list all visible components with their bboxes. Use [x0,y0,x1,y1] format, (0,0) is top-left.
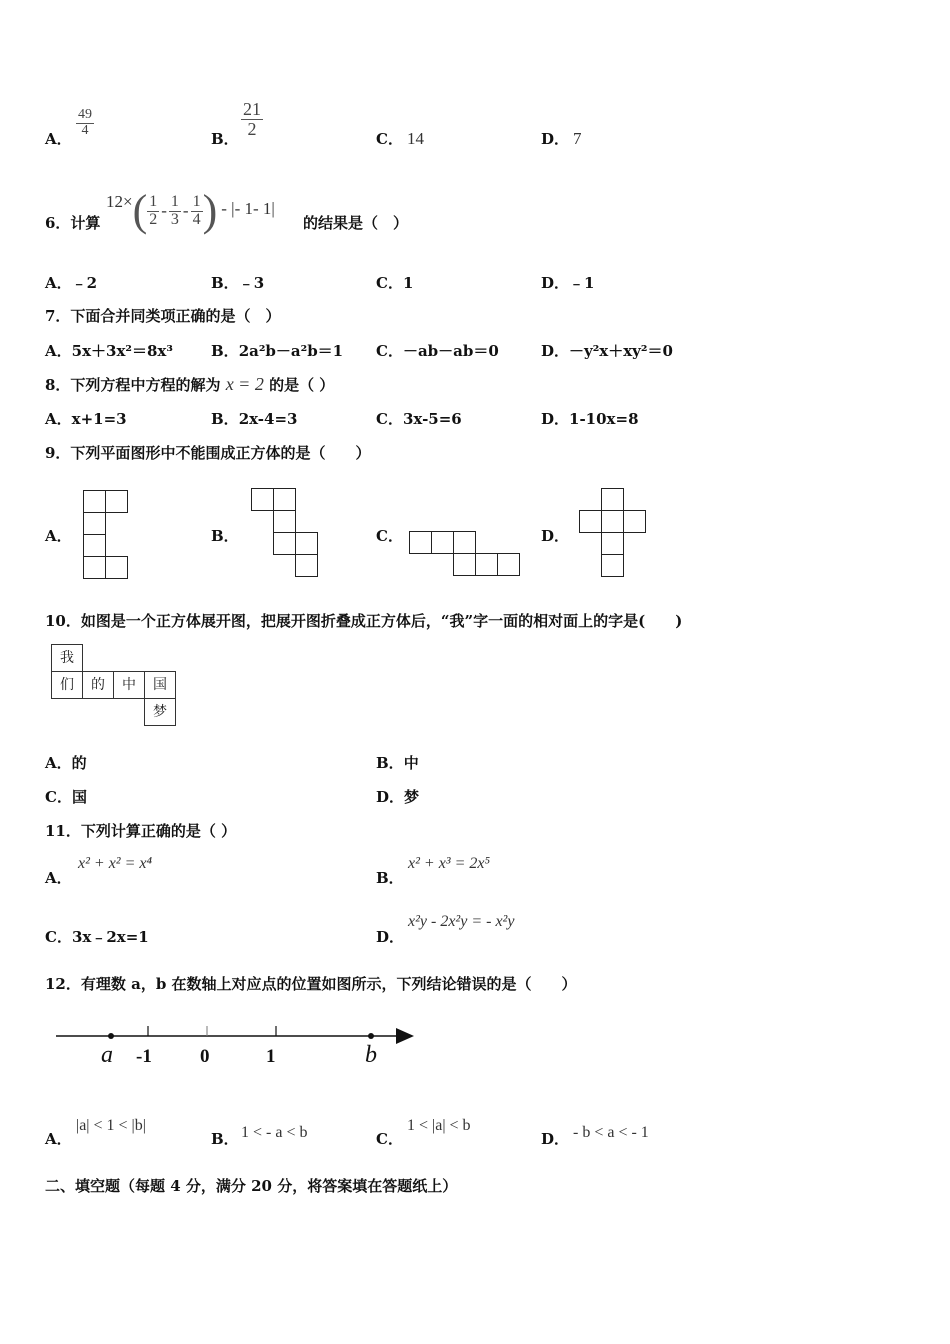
fraction-denominator: 4 [81,122,89,138]
minus-sign: - [182,201,189,220]
q8-option-d: D．1-10x=8 [541,410,639,428]
fraction-denominator: 2 [247,118,257,139]
q11-option-d-label: D． [376,928,405,946]
q9-label-b: B． [211,527,239,545]
q12-option-c-expr: 1 < |a| < b [407,1117,471,1134]
axis-label-a: a [101,1042,113,1068]
q12-stem: 12．有理数 a，b 在数轴上对应点的位置如图所示，下列结论错误的是（ ） [45,975,577,993]
q7-stem: 7．下面合并同类项正确的是（ ） [45,307,281,325]
q11-option-c: C．3x﹣2x=1 [45,928,149,946]
fraction-numerator: 1 [192,192,201,210]
q11-option-a-label: A． [45,869,72,887]
left-paren: ( [132,186,148,235]
q5-option-b-label: B． [211,130,239,148]
q10-option-c: C．国 [45,788,87,806]
q11-option-d-expr: x²y - 2x²y = - x²y [408,913,515,930]
point-b [368,1033,374,1039]
q10-option-d: D．梦 [376,788,420,806]
q7-option-d: D．－y²x＋xy²＝0 [541,342,673,360]
net-cell-zhong: 中 [113,671,145,699]
q7-option-a: A．5x＋3x²＝8x³ [45,342,173,360]
q5-option-c-value: 14 [407,129,424,148]
axis-label-minus-one: -1 [136,1046,152,1067]
q8-option-b: B．2x-4=3 [211,410,298,428]
q5-option-d-label: D． [541,130,570,148]
q6-option-d: D．﹣1 [541,274,595,292]
fraction-numerator: 1 [170,192,179,210]
fraction-denominator: 2 [149,210,158,228]
q12-option-b-label: B． [211,1130,239,1148]
net-cell-wo: 我 [51,644,83,672]
q12-option-d-expr: - b < a < - 1 [573,1124,649,1141]
q8-expression: x = 2 [225,374,264,394]
q6-prefix: 6．计算 [45,214,101,232]
q6-option-b: B．﹣3 [211,274,265,292]
net-cell-de: 的 [82,671,114,699]
section-2-title: 二、填空题（每题 4 分，满分 20 分，将答案填在答题纸上） [45,1177,458,1195]
q12-option-b-expr: 1 < - a < b [241,1124,308,1141]
number-line-arrow [396,1028,414,1044]
q10-stem: 10．如图是一个正方体展开图，把展开图折叠成正方体后，“我”字一面的相对面上的字是( ) [45,612,683,630]
q9-stem: 9．下列平面图形中不能围成正方体的是（ ） [45,444,371,462]
q8-option-a: A．x+1=3 [45,410,127,428]
q8-stem-suffix: 的是（ ） [269,376,335,394]
q12-option-a-label: A． [45,1130,72,1148]
q12-option-d-label: D． [541,1130,570,1148]
q12-option-c-label: C． [376,1130,403,1148]
q6-option-c: C．1 [376,274,414,292]
q11-option-a-expr: x² + x² = x⁴ [78,855,153,872]
q5-option-a-label: A． [45,130,72,148]
q7-option-c: C．－ab－ab＝0 [376,342,499,360]
fraction-numerator: 49 [78,107,92,122]
q12-option-a-expr: |a| < 1 < |b| [76,1117,146,1134]
q11-option-b-expr: x² + x³ = 2x⁵ [408,855,491,872]
q6-tail: - |- 1- 1| [221,199,275,218]
q9-label-c: C． [376,527,403,545]
point-a [108,1033,114,1039]
fraction-numerator: 21 [243,99,261,119]
fraction-denominator: 4 [192,210,201,228]
q8-stem-text: 8．下列方程中方程的解为 [45,376,221,394]
net-cell-men: 们 [51,671,83,699]
q9-label-d: D． [541,527,570,545]
q6-expr-a: 12× [106,192,133,211]
q11-option-b-label: B． [376,869,404,887]
axis-label-b: b [365,1042,377,1068]
q11-stem: 11．下列计算正确的是（ ） [45,822,237,840]
q5-option-d-value: 7 [573,129,582,148]
axis-label-one: 1 [266,1046,276,1067]
q6-suffix: 的结果是（ ） [303,214,409,232]
q5-option-c-label: C． [376,130,403,148]
q8-option-c: C．3x-5=6 [376,410,462,428]
q10-option-b: B．中 [376,754,419,772]
minus-sign: - [161,201,167,220]
axis-label-zero: 0 [200,1046,210,1067]
fraction-denominator: 3 [170,210,179,228]
right-paren: ) [202,186,218,235]
net-cell-meng: 梦 [144,698,176,726]
fraction-numerator: 1 [149,192,158,210]
q6-option-a: A．﹣2 [45,274,98,292]
q9-label-a: A． [45,527,72,545]
q10-option-a: A．的 [45,754,87,772]
net-cell-guo: 国 [144,671,176,699]
q7-option-b: B．2a²b－a²b＝1 [211,342,344,360]
